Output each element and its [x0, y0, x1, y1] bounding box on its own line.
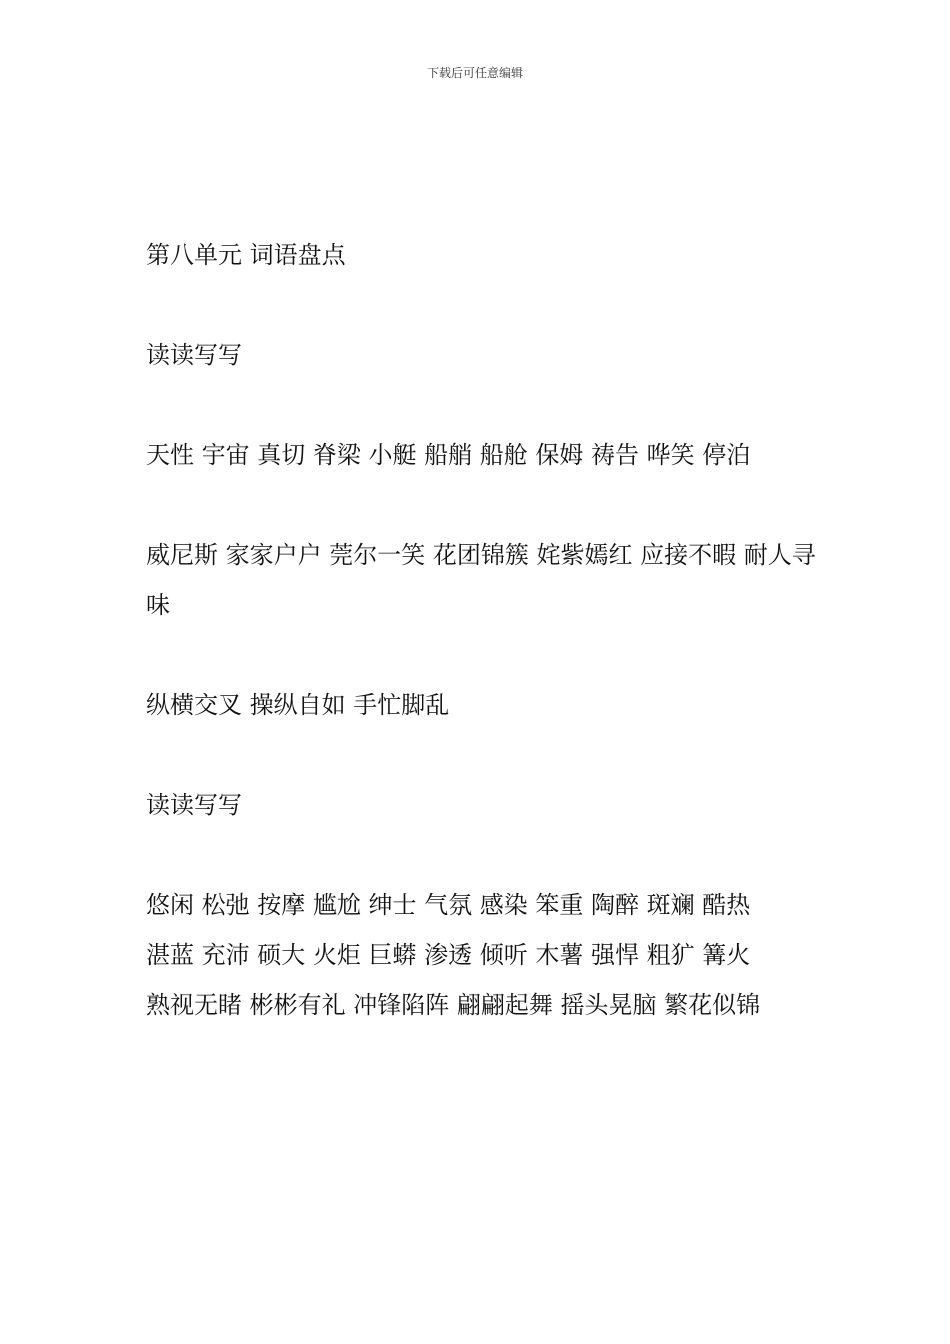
page-header: 下载后可任意编辑	[426, 66, 523, 80]
word-list-1b: 威尼斯 家家户户 莞尔一笑 花团锦簇 姹紫嫣红 应接不暇 耐人寻味	[146, 541, 816, 619]
spacer	[146, 380, 816, 430]
spacer	[146, 280, 816, 330]
spacer	[146, 480, 816, 530]
document-body	[146, 230, 816, 1030]
word-list-1a: 天性 宇宙 真切 脊梁 小艇 船艄 船舱 保姆 祷告 哗笑 停泊	[146, 441, 751, 469]
spacer	[146, 830, 816, 880]
word-list-1c: 纵横交叉 操纵自如 手忙脚乱	[146, 691, 450, 719]
section-heading-1: 读读写写	[146, 341, 242, 369]
spacer	[146, 630, 816, 680]
document-title: 第八单元 词语盘点	[146, 241, 346, 269]
section-heading-2: 读读写写	[146, 791, 242, 819]
spacer	[146, 730, 816, 780]
word-list-2c: 熟视无睹 彬彬有礼 冲锋陷阵 翩翩起舞 摇头晃脑 繁花似锦	[146, 991, 761, 1019]
word-list-2b: 湛蓝 充沛 硕大 火炬 巨蟒 渗透 倾听 木薯 强悍 粗犷 篝火	[146, 941, 751, 969]
word-list-2a: 悠闲 松弛 按摩 尴尬 绅士 气氛 感染 笨重 陶醉 斑斓 酷热	[146, 891, 751, 919]
